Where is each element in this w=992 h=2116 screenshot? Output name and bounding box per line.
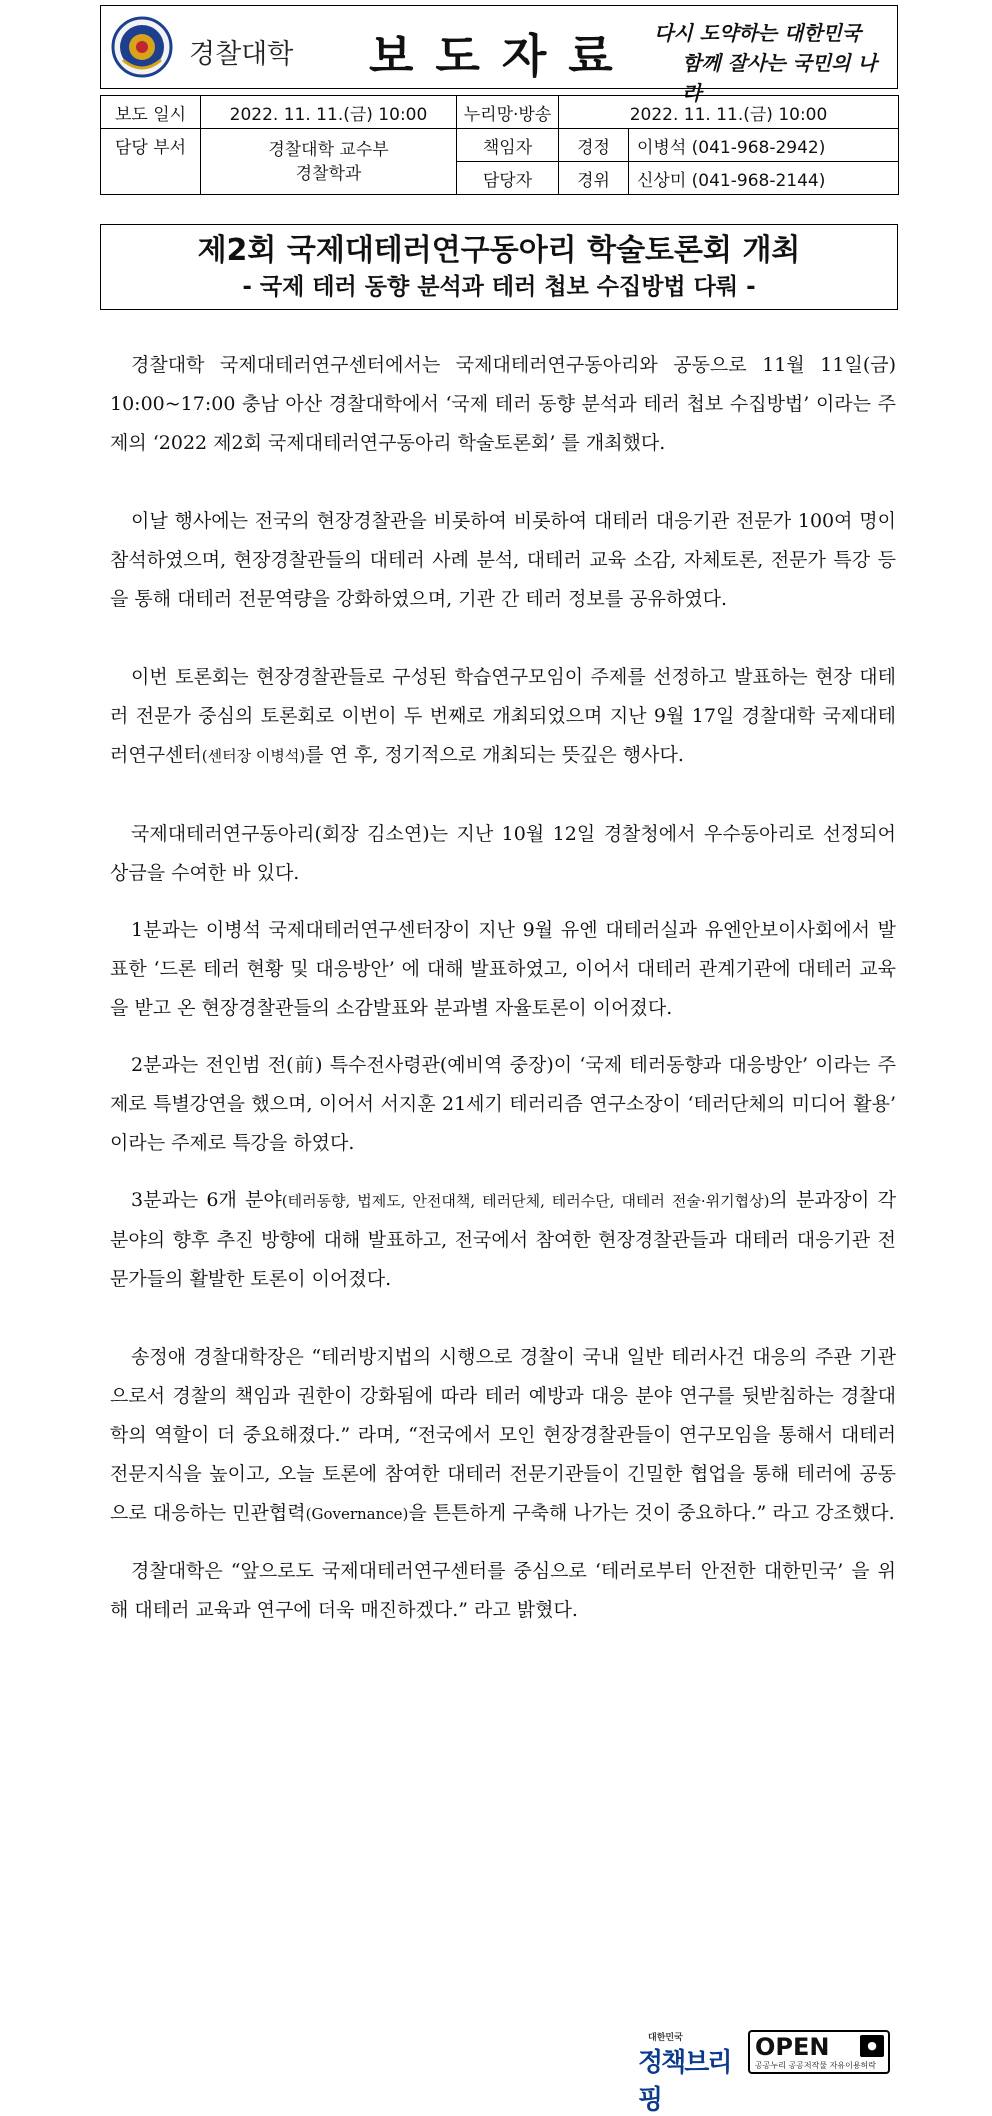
police-emblem-icon [111,16,173,78]
online-label: 누리망·방송 [457,96,559,129]
kogl-open-logo [748,2030,890,2074]
paragraph-3-note: (센터장 이병석) [201,747,306,765]
manager-rank: 경정 [559,129,629,162]
policy-briefing-logo [638,2030,734,2115]
slogan-line-2: 함께 잘사는 국민의 나라 [682,51,877,105]
contact-rank: 경위 [559,162,629,195]
release-value: 2022. 11. 11.(금) 10:00 [201,96,457,129]
open-logo-subtitle: 공공누리 공공저작물 자유이용허락 [755,2061,877,2070]
paragraph-7-b: 의 분과장이 각 분야의 향후 추진 방향에 대해 발표하고, 전국에서 참여한 현장경찰관들과 대테러 대응기관 전문가들의 활발한 토론이 이어졌다. [110,1189,896,1290]
manager-row [101,129,899,162]
manager-label: 책임자 [457,129,559,162]
headline-subtitle: - 국제 테러 동향 분석과 테러 첩보 수집방법 다뤄 - [242,274,756,300]
paragraph-2: 이날 행사에는 전국의 현장경찰관을 비롯하여 비롯하여 대테러 대응기관 전문가 100여 명이 참석하였으며, 현장경찰관들의 대테러 사례 분석, 대테러 교육 소감, 자체토론, 전문가 특강 등을 통해 대테러 전문역량을 강화하였으며, 기관 간 테러 정보를 공유하였다. [110,510,896,610]
contact-label: 담당자 [457,162,559,195]
headline-title: 제2회 국제대테러연구동아리 학술토론회 개최 [197,233,801,268]
dept-label: 담당 부서 [101,129,201,195]
policy-logo-text: 정책브리핑 [638,2048,731,2115]
paragraph-3-a: 이번 토론회는 현장경찰관들로 구성된 학습연구모임이 주제를 선정하고 발표하는 현장 대테러 전문가 중심의 토론회로 이번이 두 번째로 개최되었으며 지난 9월 17일 경찰대학 국제대테러연구센터 [110,666,896,766]
paragraph-4: 국제대테러연구동아리(회장 김소연)는 지난 10월 12일 경찰청에서 우수동아리로 선정되어 상금을 수여한 바 있다. [110,823,896,884]
paragraph-3 [110,658,896,776]
dept-line-1: 경찰대학 교수부 [268,139,389,160]
release-label: 보도 일시 [101,96,201,129]
paragraph-7-a: 3분과는 6개 분야 [131,1189,282,1211]
article-body [110,346,896,1630]
paragraph-9: 경찰대학은 “앞으로도 국제대테러연구센터를 중심으로 ‘테러로부터 안전한 대한민국’ 을 위해 대테러 교육과 연구에 더욱 매진하겠다.” 라고 밝혔다. [110,1560,896,1621]
paragraph-8-a: 송정애 경찰대학장은 “테러방지법의 시행으로 경찰이 국내 일반 테러사건 대응의 주관 기관으로서 경찰의 책임과 권한이 강화됨에 따라 테러 예방과 대응 분야 연구를 뒷받침하는 경찰대학의 역할이 더 중요해졌다.” 라며, “전국에서 모인 현장경찰관들이 연구모임을 통해서 대테러 전문지식을 높이고, 오늘 토론에 참여한 대테러 전문기관들이 긴밀한 협업을 통해 테러에 공동으로 대응하는 민관협력 [110,1346,896,1524]
institution-name: 경찰대학 [189,39,294,70]
release-row [101,96,899,129]
policy-logo-small: 대한민국 [648,2033,683,2043]
paragraph-1: 경찰대학 국제대테러연구센터에서는 국제대테러연구동아리와 공동으로 11월 11일(금) 10:00~17:00 충남 아산 경찰대학에서 ‘국제 테러 동향 분석과 테러 첩보 수집방법’ 이라는 주제의 ‘2022 제2회 국제대테러연구동아리 학술토론회’ 를 개최했다. [110,354,896,454]
manager-name: 이병석 (041-968-2942) [629,129,899,162]
paragraph-7 [110,1181,896,1299]
paragraph-7-note: (테러동향, 법제도, 안전대책, 테러단체, 테러수단, 대테러 전술·위기협상) [281,1192,770,1210]
paragraph-3-b: 를 연 후, 정기적으로 개최되는 뜻깊은 행사다. [305,744,684,766]
paragraph-5: 1분과는 이병석 국제대테러연구센터장이 지난 9월 유엔 대테러실과 유엔안보이사회에서 발표한 ‘드론 테러 현황 및 대응방안’ 에 대해 발표하였고, 이어서 대테러 관계기관에 대테러 교육을 받고 온 현장경찰관들의 소감발표와 분과별 자율토론이 이어졌다. [110,919,896,1019]
dept-line-2: 경찰학과 [295,163,362,184]
paragraph-8-note: (Governance) [305,1505,409,1523]
press-header [100,5,898,105]
open-logo-text: OPEN [755,2033,830,2061]
paragraph-8 [110,1338,896,1534]
slogan-line-1: 다시 도약하는 대한민국 [654,21,862,45]
dept-value [201,129,457,195]
document-type-title: 보도자료 [369,29,635,83]
paragraph-8-b: 을 튼튼하게 구축해 나가는 것이 중요하다.” 라고 강조했다. [408,1502,895,1524]
online-value: 2022. 11. 11.(금) 10:00 [559,96,899,129]
paragraph-6: 2분과는 전인범 전(前) 특수전사령관(예비역 중장)이 ‘국제 테러동향과 대응방안’ 이라는 주제로 특별강연을 했으며, 이어서 서지훈 21세기 테러리즘 연구소장이 ‘테러단체의 미디어 활용’ 이라는 주제로 특강을 하였다. [110,1054,896,1154]
contact-name: 신상미 (041-968-2144) [629,162,899,195]
headline-box [100,224,898,310]
attribution-badge-icon: ● [860,2035,884,2057]
release-info-table [100,95,899,195]
